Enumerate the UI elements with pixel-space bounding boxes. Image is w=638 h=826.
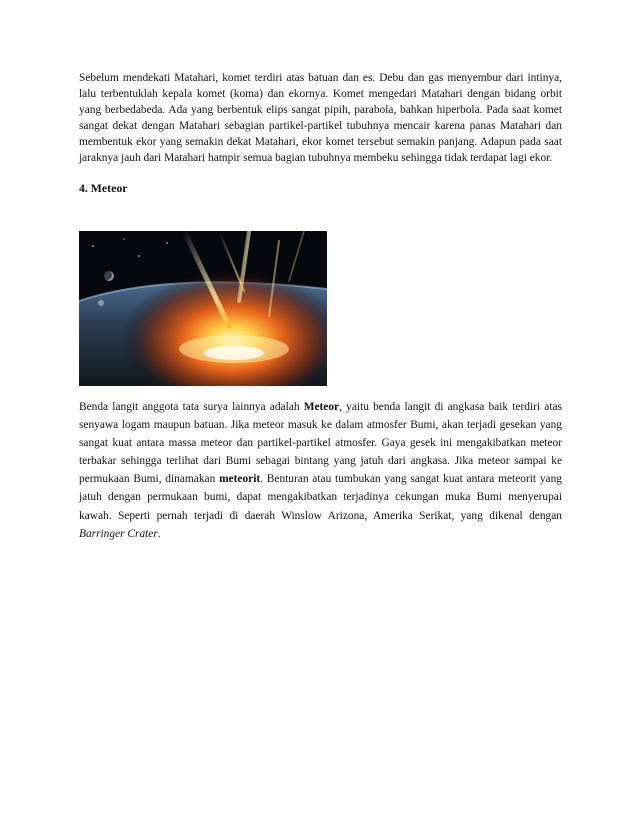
term-meteor: Meteor <box>303 401 340 413</box>
paragraph-meteor-text-2: , yaitu benda langit di angkasa baik terdiri atas senyawa logam maupun batuan. Jika meteor masuk ke dalam atmosfer Bumi, akan terjadi gesekan yang sangat kuat antara massa meteor dan partikel-partikel atmosfer. Gaya gesek ini mengakibatkan meteor terbakar sehingga terlihat dari Bumi sebagai bintang yang jatuh dari angkasa. Jika meteor sampai ke permukaan Bumi, dinamakan <box>79 401 562 486</box>
section-heading-meteor: 4. Meteor <box>79 181 128 195</box>
paragraph-meteor-text-4: . <box>157 527 161 540</box>
meteor-impact-image <box>79 231 327 386</box>
paragraph-meteor-text-1: Benda langit anggota tata surya lainnya adalah <box>79 401 304 413</box>
paragraph-meteor <box>79 398 562 543</box>
term-barringer-crater: Barringer Crater <box>79 527 158 540</box>
paragraph-comet: Sebelum mendekati Matahari, komet terdiri atas batuan dan es. Debu dan gas menyembur dari intinya, lalu terbentuklah kepala komet (koma) dan ekornya. Komet mengedari Matahari dengan bidang orbit yang berbedabeda. Ada yang berbentuk elips sangat pipih, parabola, bahkan hiperbola. Pada saat komet sangat dekat dengan Matahari sebagian partikel-partikel tubuhnya mencair karena panas Matahari dan membentuk ekor yang semakin dekat Matahari, ekor komet tersebut semakin panjang. Adapun pada saat jaraknya jauh dari Matahari hampir semua bagian tubuhnya membeku sehingga tidak terdapat lagi ekor. <box>79 72 562 165</box>
term-meteorit: meteorit <box>219 473 261 486</box>
paragraph-meteor-text-3: . Benturan atau tumbukan yang sangat kuat antara meteorit yang jatuh dengan permukaan bumi, dapat mengakibatkan terjadinya cekungan muka Bumi menyerupai kawah. Seperti pernah terjadi di daerah Winslow Arizona, Amerika Serikat, yang dikenal dengan <box>79 473 562 522</box>
